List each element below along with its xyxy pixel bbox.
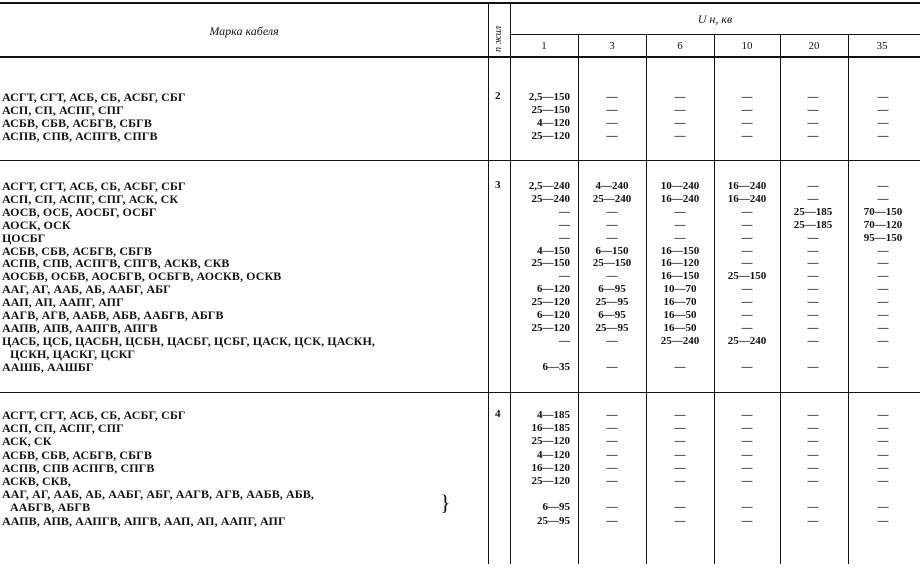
- cross-section-value: —: [606, 270, 618, 283]
- cross-section-value: 16—240: [727, 192, 767, 205]
- cable-mark: АСП, СП, АСПГ, СПГ, АСК, СК: [2, 191, 179, 206]
- cross-section-value: —: [807, 409, 819, 421]
- voltage-sub-rule: [510, 34, 920, 35]
- cross-section-value: 25—120: [531, 296, 570, 309]
- cross-section-value: —: [807, 334, 819, 347]
- cross-section-value: —: [741, 218, 753, 231]
- cross-section-value: 25—150: [531, 257, 570, 270]
- cross-section-value: —: [741, 475, 753, 487]
- cross-section-value: —: [606, 461, 618, 474]
- cross-section-value: 6—95: [598, 309, 626, 321]
- cross-section-value: —: [606, 448, 618, 461]
- cross-section-value: —: [741, 422, 753, 435]
- cross-section-value: —: [807, 192, 819, 205]
- cross-section-value: 6—95: [542, 501, 570, 514]
- col-10-divider: [714, 34, 715, 564]
- cross-section-value: —: [877, 130, 889, 142]
- cable-mark: ААБГВ, АБГВ: [10, 500, 91, 515]
- cross-section-value: —: [877, 334, 889, 347]
- mark-header: Марка кабеля: [209, 24, 279, 38]
- cross-section-value: —: [741, 257, 753, 270]
- cross-section-value: —: [606, 360, 618, 373]
- cross-section-value: 2,5—150: [528, 91, 570, 103]
- cross-section-value: —: [606, 475, 618, 487]
- cross-section-value: 16—240: [660, 192, 700, 205]
- cross-section-value: —: [741, 91, 753, 103]
- cross-section-value: —: [606, 334, 618, 347]
- cable-mark: АСП, СП, АСПГ, СПГ: [2, 421, 124, 436]
- cross-section-value: —: [606, 231, 618, 244]
- cores-column-left: [488, 2, 489, 564]
- cross-section-value: —: [606, 501, 618, 514]
- cross-section-value: —: [877, 448, 889, 461]
- cross-section-value: 70—150: [863, 205, 903, 218]
- cross-section-value: —: [674, 435, 686, 448]
- cross-section-value: —: [741, 461, 753, 474]
- cross-section-value: 25—185: [793, 205, 833, 218]
- cross-section-value: —: [674, 409, 686, 421]
- cross-section-value: —: [807, 501, 819, 514]
- cross-section-value: —: [674, 501, 686, 514]
- cross-section-value: —: [877, 270, 889, 283]
- cross-section-value: —: [741, 296, 753, 309]
- cross-section-value: 10—70: [663, 283, 697, 296]
- voltage-col-20: 20: [808, 40, 820, 52]
- col-35-divider: [848, 34, 849, 564]
- cross-section-value: —: [606, 91, 618, 103]
- cross-section-value: —: [674, 448, 686, 461]
- cross-section-value: —: [674, 205, 686, 218]
- cable-mark: АСКВ, СКВ,: [2, 474, 71, 488]
- cross-section-value: 6—35: [542, 360, 570, 373]
- cable-mark: АСПВ, СПВ АСПГВ, СПГВ: [2, 460, 155, 475]
- cross-section-value: 25—240: [531, 192, 570, 205]
- col-3-divider: [578, 34, 579, 564]
- cable-mark: АСК, СК: [2, 434, 52, 449]
- cross-section-value: —: [606, 104, 618, 116]
- cross-section-value: —: [877, 104, 889, 116]
- group-separator-2: [0, 392, 920, 393]
- cross-section-value: 25—185: [793, 218, 833, 231]
- cross-section-value: 16—50: [663, 309, 697, 321]
- voltage-col-3: 3: [609, 40, 615, 52]
- cable-mark: АСГТ, СГТ, АСБ, СБ, АСБГ, СБГ: [2, 90, 186, 104]
- col-6-divider: [646, 34, 647, 564]
- cross-section-value: 4—120: [537, 117, 570, 129]
- cross-section-value: 6—120: [537, 283, 570, 296]
- cross-section-value: 6—95: [598, 283, 626, 296]
- voltage-col-10: 10: [741, 40, 753, 52]
- cross-section-value: —: [877, 422, 889, 435]
- cross-section-value: 6—150: [595, 244, 629, 257]
- cross-section-value: —: [807, 296, 819, 309]
- cable-mark: АСГТ, СГТ, АСБ, СБ, АСБГ, СБГ: [2, 408, 186, 422]
- cross-section-value: —: [877, 244, 889, 257]
- cable-mark: АСБВ, СБВ, АСБГВ, СБГВ: [2, 447, 153, 462]
- voltage-header: U н, кв: [697, 12, 733, 26]
- cable-mark: АСБВ, СБВ, АСБГВ, СБГВ: [2, 116, 153, 130]
- cable-mark: АСП, СП, АСПГ, СПГ: [2, 103, 124, 117]
- cross-section-value: —: [807, 321, 819, 334]
- cores-header: n жил: [493, 25, 504, 52]
- cross-section-value: —: [877, 514, 889, 527]
- cross-section-value: —: [807, 117, 819, 129]
- cross-section-value: —: [606, 435, 618, 448]
- cross-section-value: 6—120: [537, 309, 570, 321]
- cross-section-value: —: [674, 218, 686, 231]
- cable-mark: АОСВ, ОСБ, АОСБГ, ОСБГ: [2, 204, 157, 219]
- cross-section-value: 25—240: [592, 192, 632, 205]
- cross-section-value: 16—150: [660, 244, 700, 257]
- cross-section-value: 25—240: [727, 334, 767, 347]
- brace-symbol: }: [440, 490, 451, 515]
- cross-section-value: —: [674, 422, 686, 435]
- cross-section-value: 25—120: [531, 475, 570, 487]
- cable-mark: АСГТ, СГТ, АСБ, СБ, АСБГ, СБГ: [2, 179, 186, 193]
- cross-section-value: 95—150: [863, 231, 903, 244]
- cable-mark: ААШБ, ААШБГ: [2, 359, 94, 374]
- cross-section-value: —: [606, 514, 618, 527]
- cross-section-value: —: [741, 409, 753, 421]
- cross-section-value: —: [741, 130, 753, 142]
- cable-mark: ЦАСБ, ЦСБ, ЦАСБН, ЦСБН, ЦАСБГ, ЦСБГ, ЦАСК, ЦСК, ЦАСКН,: [2, 333, 376, 348]
- cross-section-value: —: [741, 514, 753, 527]
- cross-section-value: 16—185: [531, 422, 570, 435]
- cross-section-value: 10—240: [660, 180, 700, 192]
- cross-section-value: —: [877, 475, 889, 487]
- cross-section-value: 25—95: [595, 321, 629, 334]
- cross-section-value: —: [741, 360, 753, 373]
- cross-section-value: —: [807, 270, 819, 283]
- voltage-col-6: 6: [677, 40, 683, 52]
- cross-section-value: 70—120: [863, 218, 903, 231]
- cross-section-value: 25—240: [660, 334, 700, 347]
- voltage-col-35: 35: [876, 40, 888, 52]
- cross-section-value: 16—120: [660, 257, 700, 270]
- cross-section-value: —: [559, 334, 570, 347]
- cross-section-value: —: [877, 192, 889, 205]
- cores-count: 3: [495, 179, 501, 191]
- cross-section-value: —: [674, 117, 686, 129]
- cross-section-value: —: [741, 448, 753, 461]
- cores-count: 4: [495, 408, 501, 420]
- cross-section-value: —: [807, 257, 819, 270]
- cross-section-value: 16—70: [663, 296, 697, 309]
- cross-section-value: —: [877, 91, 889, 103]
- cable-mark: ААПВ, АПВ, ААПГВ, АПГВ, ААП, АП, ААПГ, АПГ: [2, 513, 286, 528]
- cross-section-value: —: [807, 435, 819, 448]
- cross-section-value: —: [606, 422, 618, 435]
- cable-mark: ААГ, АГ, ААБ, АБ, ААБГ, АБГ: [2, 282, 171, 297]
- cross-section-value: —: [674, 91, 686, 103]
- cross-section-value: —: [807, 91, 819, 103]
- cross-section-value: —: [674, 475, 686, 487]
- cross-section-value: —: [807, 180, 819, 192]
- cross-section-value: —: [606, 409, 618, 421]
- cross-section-value: 25—150: [531, 104, 570, 116]
- cross-section-value: —: [741, 321, 753, 334]
- cross-section-value: —: [741, 435, 753, 448]
- cross-section-value: —: [877, 283, 889, 296]
- cross-section-value: 16—120: [531, 461, 570, 474]
- cross-section-value: —: [674, 461, 686, 474]
- cross-section-value: 4—150: [537, 244, 570, 257]
- cable-mark: ААГВ, АГВ, ААБВ, АБВ, ААБГВ, АБГВ: [2, 308, 224, 322]
- cross-section-value: —: [741, 283, 753, 296]
- cross-section-value: —: [877, 360, 889, 373]
- cable-mark: ААПВ, АПВ, ААПГВ, АПГВ: [2, 320, 158, 335]
- group-separator-1: [0, 160, 920, 161]
- cross-section-value: —: [877, 409, 889, 421]
- cross-section-value: —: [674, 231, 686, 244]
- cross-section-value: 25—95: [595, 296, 629, 309]
- cross-section-value: —: [606, 117, 618, 129]
- cross-section-value: —: [807, 461, 819, 474]
- cross-section-value: 25—95: [537, 514, 570, 527]
- cross-section-value: —: [807, 309, 819, 321]
- cross-section-value: 25—120: [531, 321, 570, 334]
- cross-section-value: 25—120: [531, 435, 570, 448]
- cable-mark: АСПВ, СПВ, АСПГВ, СПГВ: [2, 129, 158, 143]
- cross-section-value: —: [674, 360, 686, 373]
- cross-section-value: —: [807, 448, 819, 461]
- col-20-divider: [780, 34, 781, 564]
- cross-section-value: —: [674, 514, 686, 527]
- cable-mark: ЦСКН, ЦАСКГ, ЦСКГ: [10, 346, 136, 361]
- cross-section-value: 16—50: [663, 321, 697, 334]
- cross-section-value: —: [606, 218, 618, 231]
- cable-mark: АОСК, ОСК: [2, 217, 71, 232]
- cable-mark: ААГ, АГ, ААБ, АБ, ААБГ, АБГ, ААГВ, АГВ, ААБВ, АБВ,: [2, 487, 315, 502]
- cross-section-value: —: [877, 461, 889, 474]
- cross-section-value: —: [741, 117, 753, 129]
- cross-section-value: —: [877, 117, 889, 129]
- cross-section-value: —: [741, 501, 753, 514]
- cross-section-value: —: [877, 501, 889, 514]
- cross-section-value: —: [741, 309, 753, 321]
- cross-section-value: —: [559, 231, 570, 244]
- cross-section-value: —: [559, 205, 570, 218]
- cable-mark: АСПВ, СПВ, АСПГВ, СПГВ, АСКВ, СКВ: [2, 256, 230, 271]
- cross-section-value: —: [877, 321, 889, 334]
- cross-section-value: —: [807, 244, 819, 257]
- cross-section-value: —: [606, 205, 618, 218]
- cross-section-value: —: [877, 435, 889, 448]
- cross-section-value: —: [674, 130, 686, 142]
- cross-section-value: —: [807, 360, 819, 373]
- cores-column-right: [510, 2, 511, 564]
- cross-section-value: 25—120: [531, 130, 570, 142]
- cores-count: 2: [495, 90, 501, 102]
- cross-section-value: 4—185: [537, 409, 570, 421]
- cross-section-value: —: [559, 218, 570, 231]
- cable-mark: АСБВ, СБВ, АСБГВ, СБГВ: [2, 243, 153, 258]
- cross-section-value: 4—240: [595, 180, 629, 192]
- cross-section-value: —: [674, 104, 686, 116]
- cable-mark: АОСБВ, ОСБВ, АОСБГВ, ОСБГВ, АОСКВ, ОСКВ: [2, 269, 282, 284]
- cross-section-value: 16—150: [660, 270, 700, 283]
- cross-section-value: 25—150: [727, 270, 767, 283]
- cross-section-value: —: [807, 422, 819, 435]
- header-bottom-rule: [0, 56, 920, 58]
- cross-section-value: 4—120: [537, 448, 570, 461]
- cross-section-value: —: [606, 130, 618, 142]
- cross-section-value: 2,5—240: [528, 180, 570, 192]
- cable-mark: ААП, АП, ААПГ, АПГ: [2, 295, 124, 310]
- voltage-col-1: 1: [541, 40, 547, 52]
- cross-section-value: —: [807, 130, 819, 142]
- table-top-rule: [0, 2, 920, 4]
- cross-section-value: 25—150: [592, 257, 632, 270]
- cross-section-value: 16—240: [727, 180, 767, 192]
- cross-section-value: —: [877, 257, 889, 270]
- cross-section-value: —: [807, 104, 819, 116]
- cross-section-value: —: [807, 514, 819, 527]
- cross-section-value: —: [877, 180, 889, 192]
- cross-section-value: —: [559, 270, 570, 283]
- cross-section-value: —: [807, 283, 819, 296]
- cross-section-value: —: [741, 205, 753, 218]
- cross-section-value: —: [741, 244, 753, 257]
- cross-section-value: —: [741, 231, 753, 244]
- cable-mark: ЦОСБГ: [2, 230, 46, 245]
- cross-section-value: —: [807, 231, 819, 244]
- cross-section-value: —: [877, 309, 889, 321]
- cross-section-value: —: [877, 296, 889, 309]
- cross-section-value: —: [741, 104, 753, 116]
- cross-section-value: —: [807, 475, 819, 487]
